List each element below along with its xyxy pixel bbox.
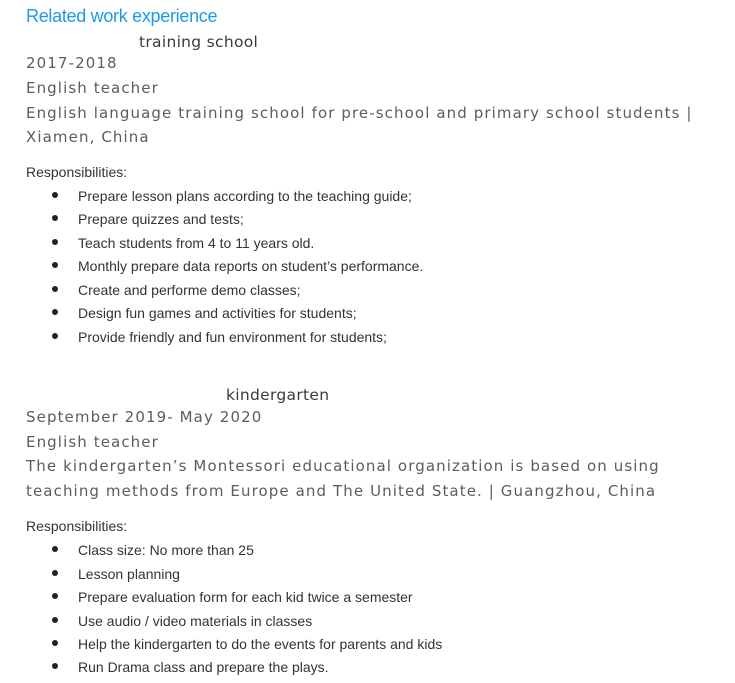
list-item: Prepare quizzes and tests; — [52, 211, 244, 227]
list-item: Prepare evaluation form for each kid twice a semester — [52, 589, 413, 605]
bullet-icon — [52, 239, 58, 245]
bullet-icon — [52, 262, 58, 268]
job-1-role: English teacher — [26, 79, 159, 97]
section-title: Related work experience — [26, 6, 218, 26]
bullet-icon — [52, 640, 58, 646]
bullet-icon — [52, 309, 58, 315]
bullet-icon — [52, 215, 58, 221]
list-item: Create and performe demo classes; — [52, 282, 301, 298]
list-item: Monthly prepare data reports on student’s performance. — [52, 258, 423, 274]
bullet-icon — [52, 286, 58, 292]
list-item: Lesson planning — [52, 566, 180, 582]
bullet-icon — [52, 617, 58, 623]
list-item: Run Drama class and prepare the plays. — [52, 659, 329, 675]
job-2-employer: kindergarten — [226, 386, 330, 404]
bullet-icon — [52, 333, 58, 339]
job-2-period: September 2019- May 2020 — [26, 408, 263, 426]
bullet-icon — [52, 546, 58, 552]
job-1-description-line-1: English language training school for pre-school and primary school students | — [26, 104, 693, 122]
job-1-responsibilities-label: Responsibilities: — [26, 164, 128, 180]
bullet-icon — [52, 663, 58, 669]
bullet-icon — [52, 570, 58, 576]
job-1-employer: training school — [139, 33, 259, 51]
job-1-description-line-2: Xiamen, China — [26, 128, 150, 146]
list-item: Provide friendly and fun environment for students; — [52, 329, 387, 345]
bullet-icon — [52, 593, 58, 599]
job-2-role: English teacher — [26, 433, 159, 451]
job-2-responsibilities-label: Responsibilities: — [26, 518, 128, 534]
list-item: Use audio / video materials in classes — [52, 613, 312, 629]
list-item: Prepare lesson plans according to the teaching guide; — [52, 188, 412, 204]
list-item: Design fun games and activities for students; — [52, 305, 357, 321]
job-2-description-line-1: The kindergarten’s Montessori educational organization is based on using — [26, 457, 660, 475]
job-1-period: 2017-2018 — [26, 54, 118, 72]
job-2-description-line-2: teaching methods from Europe and The United State. | Guangzhou, China — [26, 482, 657, 500]
list-item: Class size: No more than 25 — [52, 542, 254, 558]
list-item: Teach students from 4 to 11 years old. — [52, 235, 314, 251]
list-item: Help the kindergarten to do the events for parents and kids — [52, 636, 442, 652]
bullet-icon — [52, 192, 58, 198]
